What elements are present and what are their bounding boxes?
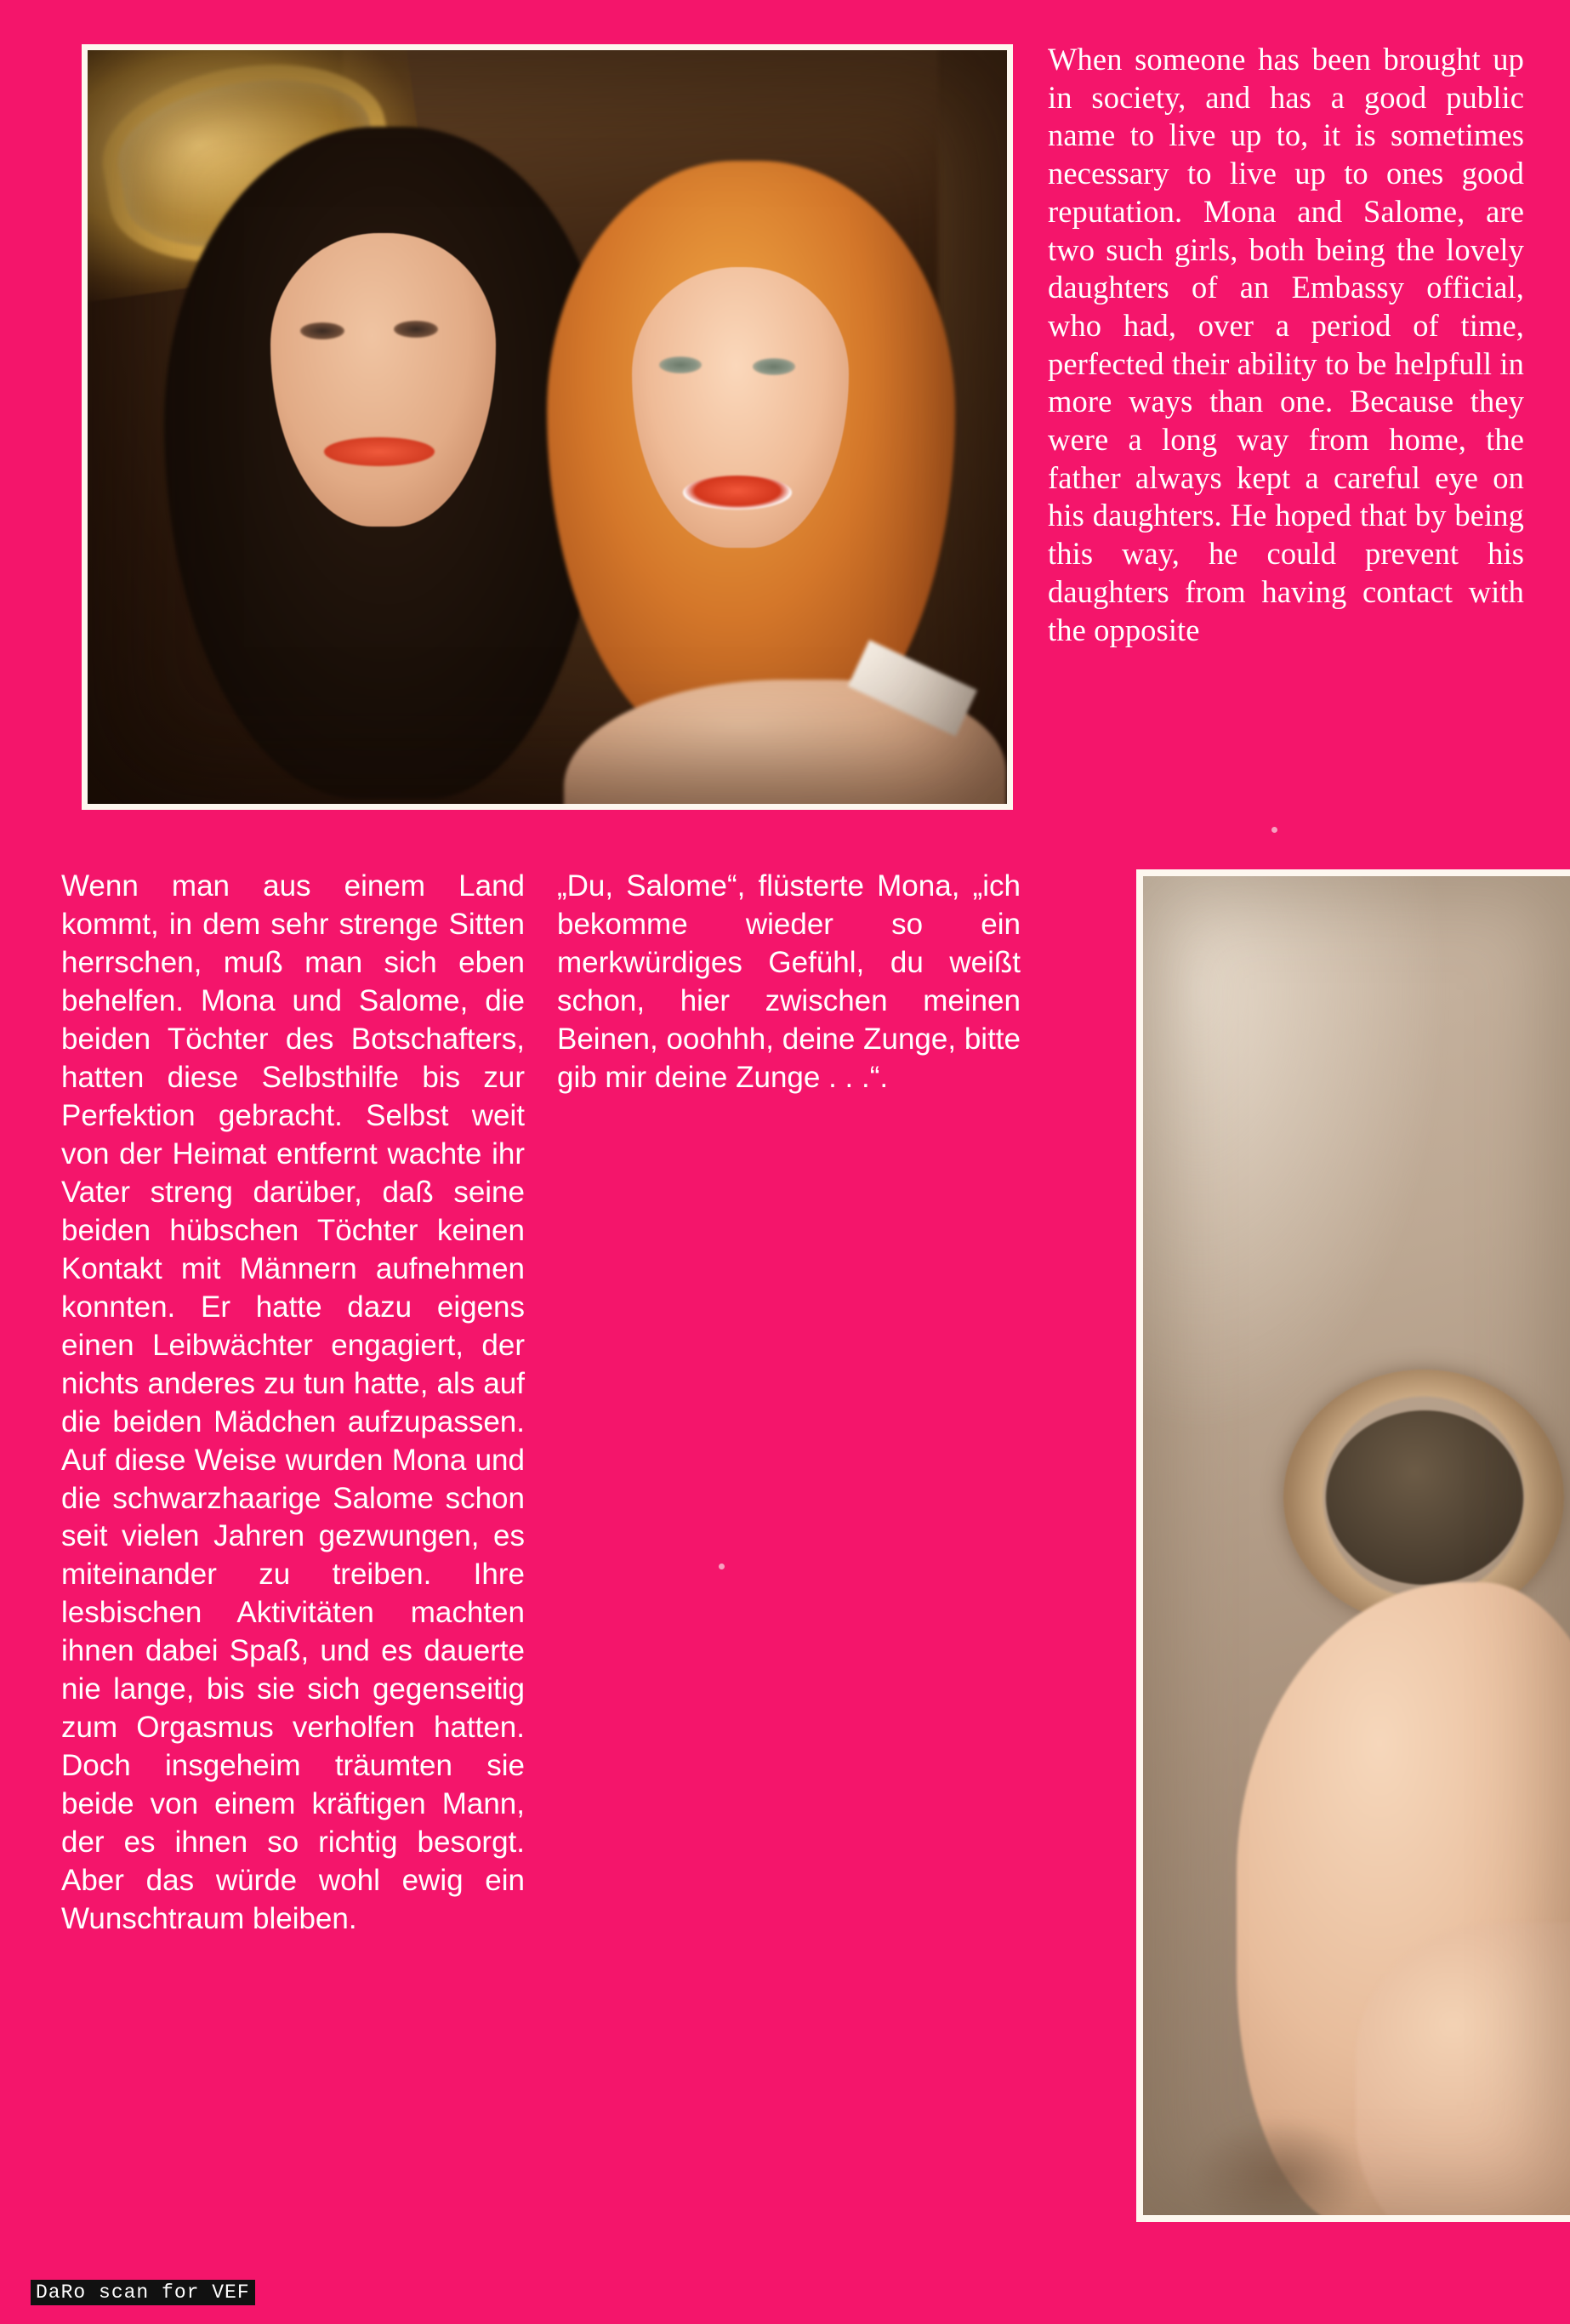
top-photograph-image (88, 50, 1007, 804)
german-dialogue-column: „Du, Salome“, flüsterte Mona, „ich bekomme wieder so ein merkwürdiges Gefühl, du weißt schon, hier zwischen meinen Beinen, ooohhh, deine Zunge, bitte gib mir deine Zunge . . .“. (557, 869, 1021, 1094)
bottom-right-photograph-image (1143, 876, 1570, 2215)
english-story-column: When someone has been brought up in society, and has a good public name to live up to, it is sometimes necessary to live up to ones good reputation. Mona and Salome, are two such girls, both being the lovely daughters of an Embassy official, who had, over a period of time, perfected their ability to be helpfull in more ways than one. Because they were a long way from home, the father always kept a careful eye on his daughters. He hoped that by being this way, he could prevent his daughters from having contact with the opposite (1048, 42, 1524, 647)
photo-vignette (1143, 876, 1570, 2215)
dust-speck (1271, 827, 1277, 833)
german-story-column: Wenn man aus einem Land kommt, in dem sehr strenge Sitten herrschen, muß man sich eben behelfen. Mona und Salome, die beiden Töchter des Botschafters, hatten diese Selbsthilfe bis zur Perfektion gebracht. Selbst weit von der Heimat entfernt wachte ihr Vater streng darüber, daß seine beiden hübschen Töchter keinen Kontakt mit Männern aufnehmen konnten. Er hatte dazu eigens einen Leibwächter engagiert, der nichts anderes zu tun hatte, als auf die beiden Mädchen aufzupassen. Auf diese Weise wurden Mona und die schwarzhaarige Salome schon seit vielen Jahren gezwungen, es miteinander zu treiben. Ihre lesbischen Aktivitäten machten ihnen dabei Spaß, und es dauerte nie lange, bis sie sich gegenseitig zum Orgasmus verholfen hatten. Doch insgeheim träumten sie beide von einem kräftigen Mann, der es ihnen so richtig besorgt. Aber das würde wohl ewig ein Wunschtraum bleiben. (61, 869, 525, 1936)
dust-speck (719, 1564, 725, 1569)
photo-vignette (88, 50, 1007, 804)
bottom-right-photograph (1136, 869, 1570, 2222)
scan-credit-stamp: DaRo scan for VEF (31, 2280, 255, 2305)
top-photograph (82, 44, 1013, 810)
